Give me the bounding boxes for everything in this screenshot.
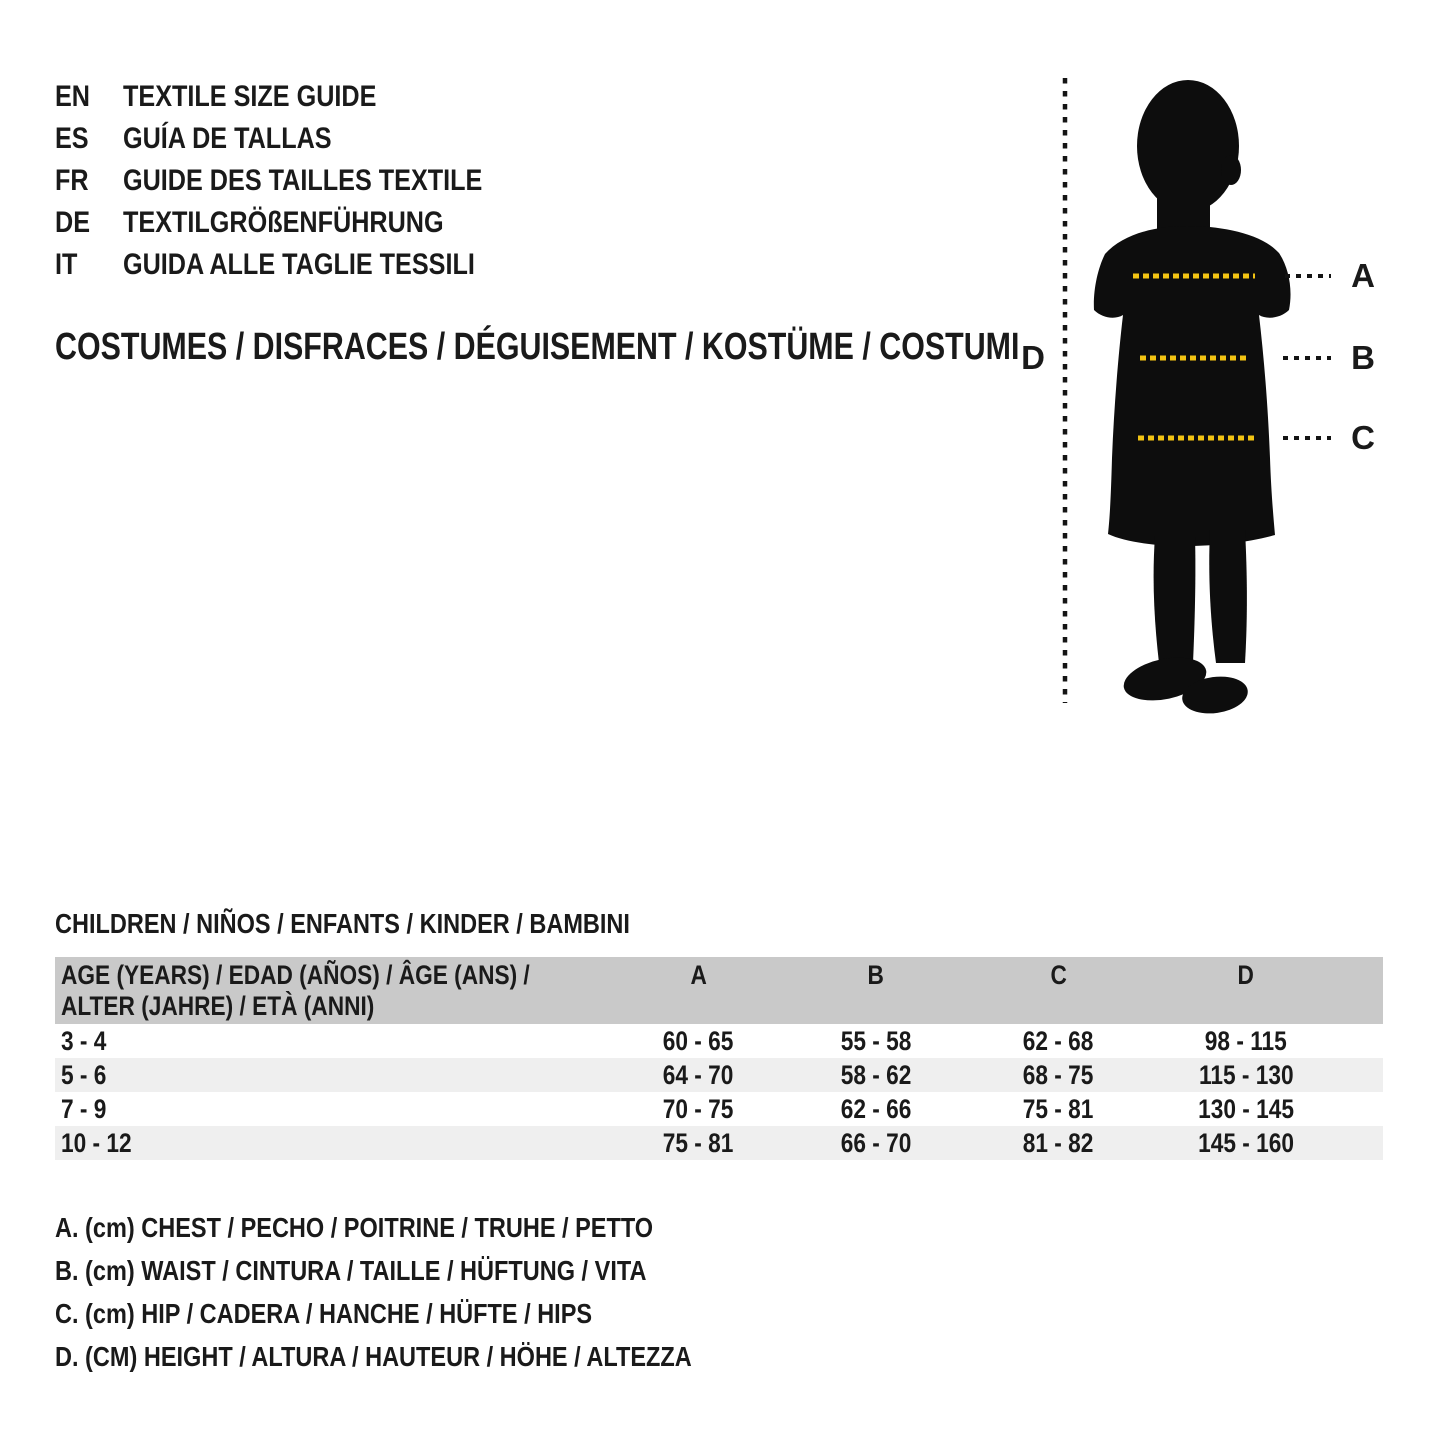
language-code: ES (55, 122, 89, 155)
legend-chest: A. (cm) CHEST / PECHO / POITRINE / TRUHE / PETTO (55, 1212, 654, 1243)
language-code: EN (55, 80, 91, 113)
hip-cell: 81 - 82 (1023, 1127, 1094, 1158)
language-row-it (55, 248, 755, 290)
legend-height: D. (CM) HEIGHT / ALTURA / HAUTEUR / HÖHE / ALTEZZA (55, 1341, 692, 1372)
chest-cell: 70 - 75 (663, 1093, 734, 1124)
language-title: TEXTILE SIZE GUIDE (123, 80, 377, 113)
column-header-d: D (1237, 960, 1255, 990)
category-title: COSTUMES / DISFRACES / DÉGUISEMENT / KOSTÜME / COSTUMI (55, 326, 1020, 368)
label-chest-a: A (1351, 257, 1375, 294)
table-row (55, 1126, 1383, 1160)
height-cell: 115 - 130 (1198, 1059, 1294, 1090)
language-title: GUIDA ALLE TAGLIE TESSILI (123, 248, 475, 281)
age-cell: 10 - 12 (61, 1127, 132, 1158)
label-hip-c: C (1351, 419, 1375, 456)
chest-cell: 75 - 81 (663, 1127, 734, 1158)
language-code: IT (55, 248, 78, 281)
legend-waist: B. (cm) WAIST / CINTURA / TAILLE / HÜFTUNG / VITA (55, 1255, 647, 1286)
waist-cell: 62 - 66 (840, 1093, 912, 1124)
table-row (55, 1058, 1383, 1092)
age-cell: 7 - 9 (61, 1093, 107, 1124)
table-header-row (55, 957, 1383, 1024)
language-title: GUÍA DE TALLAS (123, 122, 332, 155)
language-title: GUIDE DES TAILLES TEXTILE (123, 164, 483, 197)
hip-cell: 62 - 68 (1023, 1025, 1094, 1056)
language-row-es (55, 122, 755, 164)
measurement-diagram (1005, 58, 1435, 738)
language-code: DE (55, 206, 91, 239)
hip-cell: 68 - 75 (1023, 1059, 1094, 1090)
silhouette-right-leg (1209, 530, 1247, 663)
language-row-de (55, 206, 755, 248)
hip-cell: 75 - 81 (1023, 1093, 1094, 1124)
children-size-table (55, 957, 1383, 1160)
child-silhouette (1094, 80, 1291, 717)
chest-cell: 64 - 70 (663, 1059, 734, 1090)
silhouette-ear (1221, 155, 1241, 185)
table-row (55, 1092, 1383, 1126)
column-header-a: A (690, 960, 707, 990)
language-code: FR (55, 164, 89, 197)
age-cell: 5 - 6 (61, 1059, 107, 1090)
column-header-c: C (1050, 960, 1067, 990)
language-title: TEXTILGRÖßENFÜHRUNG (123, 206, 444, 239)
height-cell: 145 - 160 (1198, 1127, 1294, 1158)
waist-cell: 58 - 62 (840, 1059, 912, 1090)
label-height-d: D (1021, 339, 1045, 376)
age-column-header: AGE (YEARS) / EDAD (AÑOS) / ÂGE (ANS) / ALTER (JAHRE) / ETÀ (ANNI) (61, 960, 530, 1021)
height-cell: 98 - 115 (1205, 1025, 1287, 1056)
silhouette-left-leg (1154, 536, 1196, 663)
silhouette-torso (1094, 226, 1291, 546)
children-section-title: CHILDREN / NIÑOS / ENFANTS / KINDER / BAMBINI (55, 908, 630, 939)
height-cell: 130 - 145 (1198, 1093, 1294, 1124)
language-row-fr (55, 164, 755, 206)
label-waist-b: B (1351, 339, 1375, 376)
language-row-en (55, 80, 755, 122)
age-cell: 3 - 4 (61, 1025, 107, 1056)
waist-cell: 55 - 58 (840, 1025, 912, 1056)
table-row (55, 1024, 1383, 1058)
legend-hip: C. (cm) HIP / CADERA / HANCHE / HÜFTE / HIPS (55, 1298, 593, 1329)
column-header-b: B (867, 960, 885, 990)
child-silhouette-graphic (1005, 58, 1435, 738)
waist-cell: 66 - 70 (840, 1127, 912, 1158)
chest-cell: 60 - 65 (663, 1025, 734, 1056)
